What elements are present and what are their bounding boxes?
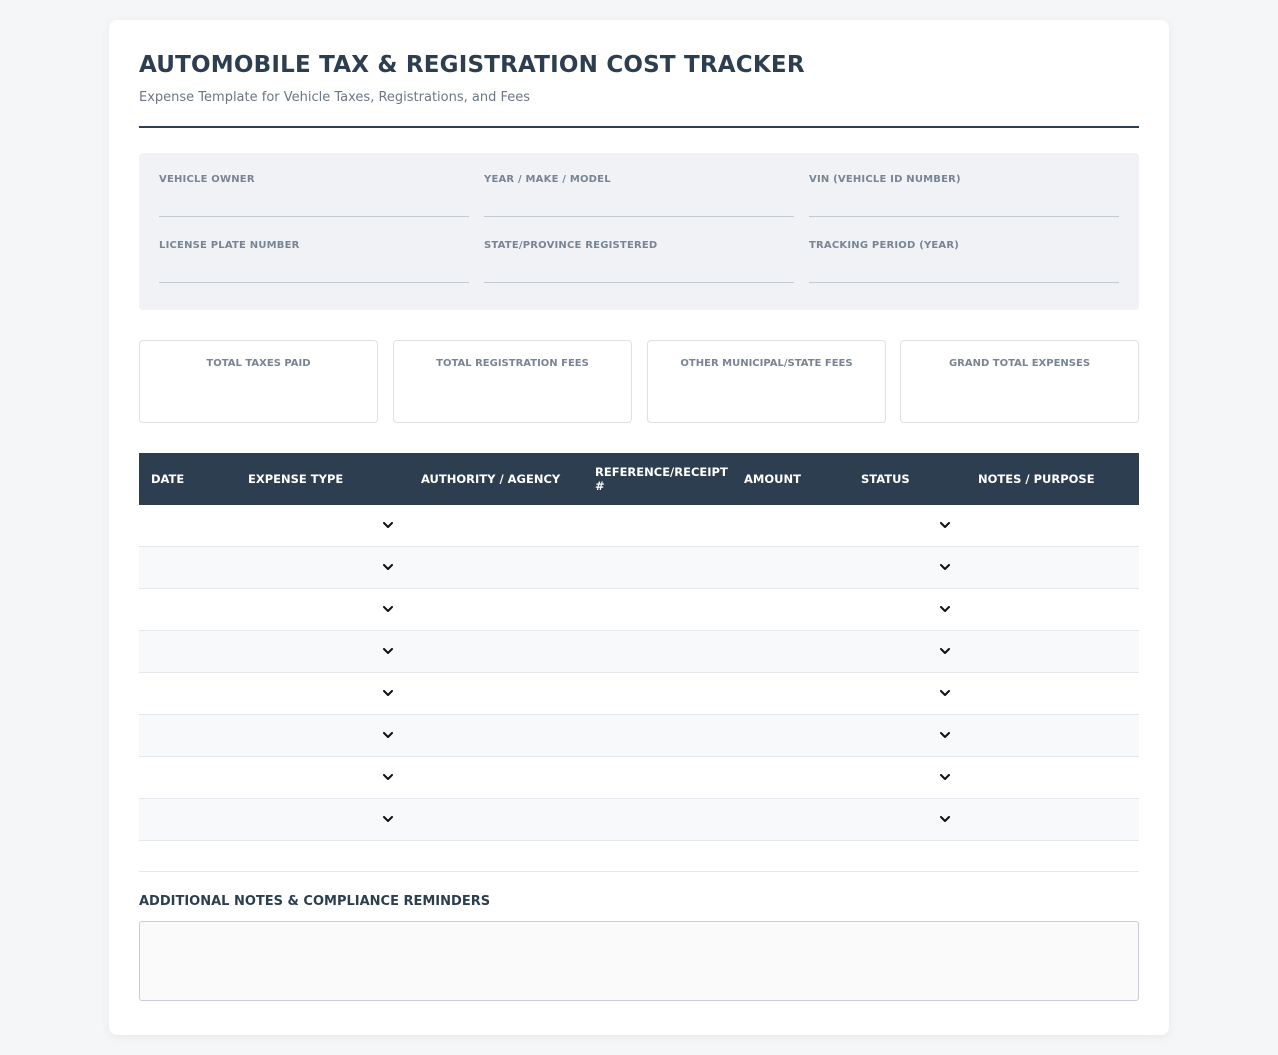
reference-cell[interactable]	[583, 715, 732, 757]
chevron-down-icon[interactable]	[381, 644, 395, 658]
license-plate-label: LICENSE PLATE NUMBER	[159, 240, 300, 251]
vehicle-owner-input[interactable]	[159, 216, 469, 217]
status-cell[interactable]	[849, 757, 966, 799]
date-cell[interactable]	[139, 715, 236, 757]
authority-cell[interactable]	[409, 799, 583, 841]
expense-type-cell[interactable]	[236, 673, 409, 715]
authority-cell[interactable]	[409, 547, 583, 589]
tracking-period-field[interactable]	[809, 240, 1119, 251]
col-notes: NOTES / PURPOSE	[966, 453, 1139, 505]
tracker-card	[109, 20, 1169, 1035]
page-title: AUTOMOBILE TAX & REGISTRATION COST TRACKER	[139, 52, 805, 78]
table-row	[139, 673, 1139, 715]
notes-title: ADDITIONAL NOTES & COMPLIANCE REMINDERS	[139, 894, 491, 909]
authority-cell[interactable]	[409, 631, 583, 673]
expense-type-cell[interactable]	[236, 757, 409, 799]
table-row	[139, 715, 1139, 757]
chevron-down-icon[interactable]	[938, 728, 952, 742]
col-status: STATUS	[849, 453, 966, 505]
table-header-row	[139, 453, 1139, 505]
state-registered-input[interactable]	[484, 282, 794, 283]
chevron-down-icon[interactable]	[381, 602, 395, 616]
state-registered-field[interactable]	[484, 240, 794, 251]
summary-cards	[139, 340, 1139, 423]
chevron-down-icon[interactable]	[938, 686, 952, 700]
date-cell[interactable]	[139, 799, 236, 841]
amount-cell[interactable]	[732, 505, 849, 547]
reference-cell[interactable]	[583, 757, 732, 799]
table-row	[139, 589, 1139, 631]
notes-cell[interactable]	[966, 715, 1139, 757]
reference-cell[interactable]	[583, 589, 732, 631]
notes-cell[interactable]	[966, 799, 1139, 841]
chevron-down-icon[interactable]	[381, 518, 395, 532]
amount-cell[interactable]	[732, 547, 849, 589]
chevron-down-icon[interactable]	[938, 560, 952, 574]
amount-cell[interactable]	[732, 589, 849, 631]
license-plate-field[interactable]	[159, 240, 469, 251]
authority-cell[interactable]	[409, 757, 583, 799]
col-reference: REFERENCE/RECEIPT #	[583, 453, 732, 505]
expense-type-cell[interactable]	[236, 799, 409, 841]
col-expense-type: EXPENSE TYPE	[236, 453, 409, 505]
vin-field[interactable]	[809, 174, 1119, 185]
year-make-model-input[interactable]	[484, 216, 794, 217]
expense-table-wrap	[139, 453, 1139, 841]
notes-cell[interactable]	[966, 631, 1139, 673]
status-cell[interactable]	[849, 589, 966, 631]
year-make-model-label: YEAR / MAKE / MODEL	[484, 174, 611, 185]
amount-cell[interactable]	[732, 757, 849, 799]
chevron-down-icon[interactable]	[938, 644, 952, 658]
chevron-down-icon[interactable]	[938, 602, 952, 616]
col-authority: AUTHORITY / AGENCY	[409, 453, 583, 505]
total-registration-label: TOTAL REGISTRATION FEES	[436, 358, 589, 369]
date-cell[interactable]	[139, 673, 236, 715]
tracking-period-input[interactable]	[809, 282, 1119, 283]
date-cell[interactable]	[139, 631, 236, 673]
grand-total-label: GRAND TOTAL EXPENSES	[948, 358, 1091, 369]
authority-cell[interactable]	[409, 673, 583, 715]
table-row	[139, 505, 1139, 547]
total-taxes-label: TOTAL TAXES PAID	[206, 358, 311, 369]
chevron-down-icon[interactable]	[381, 812, 395, 826]
chevron-down-icon[interactable]	[381, 686, 395, 700]
reference-cell[interactable]	[583, 799, 732, 841]
status-cell[interactable]	[849, 505, 966, 547]
chevron-down-icon[interactable]	[381, 560, 395, 574]
expense-type-cell[interactable]	[236, 547, 409, 589]
tracking-period-label: TRACKING PERIOD (YEAR)	[809, 240, 960, 251]
vehicle-owner-field[interactable]	[159, 174, 469, 185]
state-registered-label: STATE/PROVINCE REGISTERED	[484, 240, 658, 251]
vin-label: VIN (VEHICLE ID NUMBER)	[809, 174, 961, 185]
col-date: DATE	[139, 453, 236, 505]
col-amount: AMOUNT	[732, 453, 849, 505]
notes-cell[interactable]	[966, 589, 1139, 631]
year-make-model-field[interactable]	[484, 174, 794, 185]
amount-cell[interactable]	[732, 673, 849, 715]
date-cell[interactable]	[139, 547, 236, 589]
table-row	[139, 547, 1139, 589]
notes-cell[interactable]	[966, 547, 1139, 589]
reference-cell[interactable]	[583, 505, 732, 547]
other-fees-label: OTHER MUNICIPAL/STATE FEES	[680, 358, 853, 369]
vehicle-info-panel	[139, 153, 1139, 310]
table-row	[139, 631, 1139, 673]
status-cell[interactable]	[849, 631, 966, 673]
authority-cell[interactable]	[409, 715, 583, 757]
notes-textarea[interactable]	[139, 921, 1139, 1001]
title-divider	[139, 126, 1139, 128]
chevron-down-icon[interactable]	[938, 812, 952, 826]
reference-cell[interactable]	[583, 673, 732, 715]
notes-divider	[139, 871, 1139, 872]
notes-cell[interactable]	[966, 673, 1139, 715]
grand-total-card	[900, 340, 1139, 423]
other-fees-card	[647, 340, 886, 423]
page-subtitle: Expense Template for Vehicle Taxes, Registrations, and Fees	[139, 90, 531, 105]
reference-cell[interactable]	[583, 631, 732, 673]
chevron-down-icon[interactable]	[381, 728, 395, 742]
amount-cell[interactable]	[732, 715, 849, 757]
chevron-down-icon[interactable]	[381, 770, 395, 784]
date-cell[interactable]	[139, 757, 236, 799]
expense-table-body	[139, 505, 1139, 841]
expense-type-cell[interactable]	[236, 631, 409, 673]
authority-cell[interactable]	[409, 505, 583, 547]
license-plate-input[interactable]	[159, 282, 469, 283]
table-row	[139, 757, 1139, 799]
total-taxes-card	[139, 340, 378, 423]
date-cell[interactable]	[139, 505, 236, 547]
status-cell[interactable]	[849, 547, 966, 589]
expense-type-cell[interactable]	[236, 505, 409, 547]
amount-cell[interactable]	[732, 631, 849, 673]
notes-cell[interactable]	[966, 505, 1139, 547]
chevron-down-icon[interactable]	[938, 518, 952, 532]
vehicle-owner-label: VEHICLE OWNER	[159, 174, 255, 185]
authority-cell[interactable]	[409, 589, 583, 631]
vin-input[interactable]	[809, 216, 1119, 217]
expense-type-cell[interactable]	[236, 715, 409, 757]
status-cell[interactable]	[849, 673, 966, 715]
notes-cell[interactable]	[966, 757, 1139, 799]
table-row	[139, 799, 1139, 841]
expense-table	[139, 453, 1139, 841]
amount-cell[interactable]	[732, 799, 849, 841]
expense-type-cell[interactable]	[236, 589, 409, 631]
date-cell[interactable]	[139, 589, 236, 631]
total-registration-card	[393, 340, 632, 423]
status-cell[interactable]	[849, 715, 966, 757]
status-cell[interactable]	[849, 799, 966, 841]
chevron-down-icon[interactable]	[938, 770, 952, 784]
reference-cell[interactable]	[583, 547, 732, 589]
